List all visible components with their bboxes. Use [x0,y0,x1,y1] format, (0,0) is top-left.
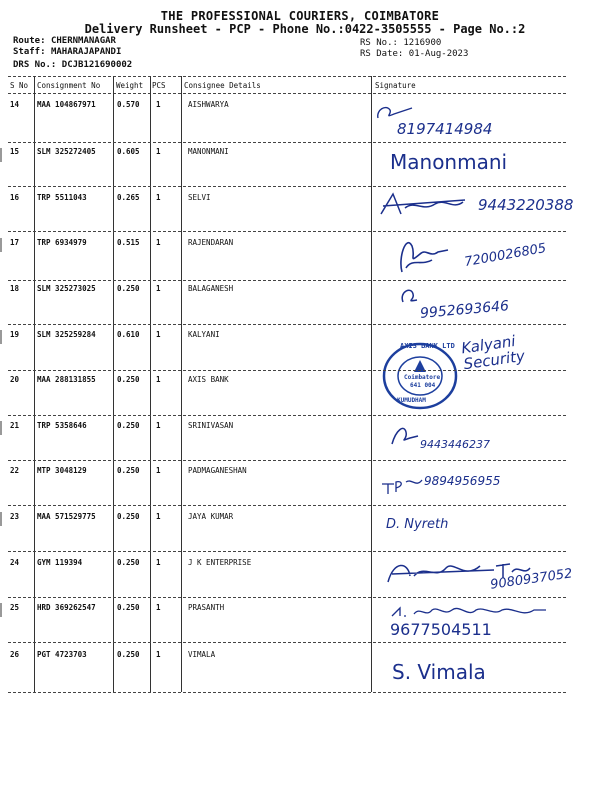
row-consignee: PADMAGANESHAN [188,466,247,475]
row-rule [8,370,566,371]
signature-scribble [390,602,550,622]
row-signature: 9894956955 [424,474,501,488]
row-pcs: 1 [156,603,161,612]
signature-scribble [388,420,422,448]
row-pcs: 1 [156,512,161,521]
row-weight: 0.570 [117,100,140,109]
signature-scribble [392,228,452,276]
col-header-consignment: Consignment No [37,81,101,90]
row-weight: 0.250 [117,558,140,567]
row-rule [8,142,566,143]
row-weight: 0.250 [117,512,140,521]
row-pcs: 1 [156,466,161,475]
row-sno: 16 [10,193,20,202]
row-sno: 18 [10,284,20,293]
staff-line [13,47,121,57]
row-signature: S. Vimala [392,660,486,684]
row-rule [8,231,566,232]
row-consignee: AXIS BANK [188,375,229,384]
row-consignment: SLM 325272405 [37,147,96,156]
row-sno: 21 [10,421,20,430]
row-consignee: AISHWARYA [188,100,229,109]
row-pcs: 1 [156,558,161,567]
row-rule [8,505,566,506]
scan-mark [0,421,2,435]
row-consignment: TRP 5511043 [37,193,87,202]
drs-line [13,60,132,70]
row-consignment: TRP 6934979 [37,238,87,247]
row-consignment: SLM 325273025 [37,284,96,293]
row-rule [8,186,566,187]
row-signature: 7200026805 [463,240,548,271]
row-consignee: SRINIVASAN [188,421,234,430]
route-value: CHERNMANAGAR [50,36,116,46]
scan-mark [0,512,2,526]
row-weight: 0.250 [117,421,140,430]
signature-scribble [375,190,470,220]
stamp-bank-name: AXIS BANK LTD [400,342,455,350]
row-consignment: SLM 325259284 [37,330,96,339]
col-header-signature: Signature [375,81,416,90]
row-rule [8,597,566,598]
row-consignment: TRP 5358646 [37,421,87,430]
col-header-consignee: Consignee Details [184,81,261,90]
row-consignment: PGT 4723703 [37,650,87,659]
drs-label: DRS No.: [13,60,57,70]
row-consignment: HRD 369262547 [37,603,96,612]
row-rule [8,324,566,325]
rs-no-label: RS No.: [360,38,398,48]
row-consignee: VIMALA [188,650,216,659]
row-sno: 17 [10,238,20,247]
row-signature: 8197414984 [397,120,493,138]
row-pcs: 1 [156,238,161,247]
signature-scribble [397,284,423,306]
col-divider [113,76,114,692]
row-signature: D. Nyreth [386,517,449,532]
staff-label: Staff: [13,47,46,57]
row-pcs: 1 [156,421,161,430]
row-pcs: 1 [156,330,161,339]
row-consignee: SELVI [188,193,211,202]
table-top-rule [8,76,566,77]
row-pcs: 1 [156,375,161,384]
row-sno: 25 [10,603,20,612]
row-sno: 15 [10,147,20,156]
row-consignee: KALYANI [188,330,220,339]
row-pcs: 1 [156,650,161,659]
row-signature: Kalyani Security [460,331,526,374]
signature-scribble [372,100,422,122]
row-consignee: PRASANTH [188,603,225,612]
row-weight: 0.610 [117,330,140,339]
header-rule [8,93,566,94]
row-pcs: 1 [156,147,161,156]
row-pcs: 1 [156,100,161,109]
stamp-branch: KUMUDHAM [397,397,426,404]
page-subtitle: Delivery Runsheet - PCP - Phone No.:0422-3505555 - Page No.:2 [84,22,526,36]
row-sno: 26 [10,650,20,659]
col-divider [150,76,151,692]
row-sno: 24 [10,558,20,567]
rs-date-value: 01-Aug-2023 [408,49,469,59]
row-weight: 0.605 [117,147,140,156]
col-header-pcs: PCS [152,81,166,90]
col-divider [34,76,35,692]
row-consignment: MAA 288131855 [37,375,96,384]
signature-scribble [380,474,424,496]
row-weight: 0.265 [117,193,140,202]
row-sno: 23 [10,512,20,521]
rs-date-label: RS Date: [360,49,404,59]
col-header-sno: S No [10,81,29,90]
row-weight: 0.515 [117,238,140,247]
row-sno: 14 [10,100,20,109]
row-sno: 20 [10,375,20,384]
row-rule [8,642,566,643]
row-rule [8,460,566,461]
row-consignee: MANONMANI [188,147,229,156]
scan-mark [0,148,2,162]
scan-mark [0,603,2,617]
col-header-weight: Weight [116,81,144,90]
page-title: THE PROFESSIONAL COURIERS, COIMBATORE [160,9,440,23]
row-weight: 0.250 [117,650,140,659]
row-consignment: MTP 3048129 [37,466,87,475]
row-signature: 9952693646 [419,298,510,322]
row-weight: 0.250 [117,284,140,293]
row-weight: 0.250 [117,466,140,475]
stamp-city: Coimbatore [404,374,441,381]
row-consignment: MAA 571529775 [37,512,96,521]
route-label: Route: [13,36,46,46]
row-rule [8,280,566,281]
row-signature: 9443220388 [478,196,574,214]
scan-mark [0,330,2,344]
row-sno: 22 [10,466,20,475]
row-pcs: 1 [156,193,161,202]
row-consignee: JAYA KUMAR [188,512,234,521]
row-consignee: BALAGANESH [188,284,234,293]
staff-value: MAHARAJAPANDI [50,47,122,57]
stamp-pincode: 641 004 [410,382,436,389]
rs-date-line [360,49,468,59]
row-rule [8,415,566,416]
drs-value: DCJB121690002 [61,60,133,70]
row-weight: 0.250 [117,375,140,384]
rs-no-value: 1216900 [403,38,442,48]
row-signature: Manonmani [390,150,508,174]
row-sno: 19 [10,330,20,339]
row-consignee: RAJENDARAN [188,238,234,247]
row-consignment: MAA 104867971 [37,100,96,109]
row-signature: 9677504511 [390,620,492,639]
col-divider [181,76,182,692]
row-pcs: 1 [156,284,161,293]
row-consignment: GYM 119394 [37,558,83,567]
col-divider [371,76,372,692]
scan-mark [0,238,2,252]
row-consignee: J K ENTERPRISE [188,558,252,567]
rs-no-line [360,38,441,48]
table-bottom-rule [8,692,566,693]
route-line [13,36,116,46]
row-weight: 0.250 [117,603,140,612]
row-signature: 9080937052 [489,566,574,593]
row-signature: 9443446237 [420,438,490,451]
